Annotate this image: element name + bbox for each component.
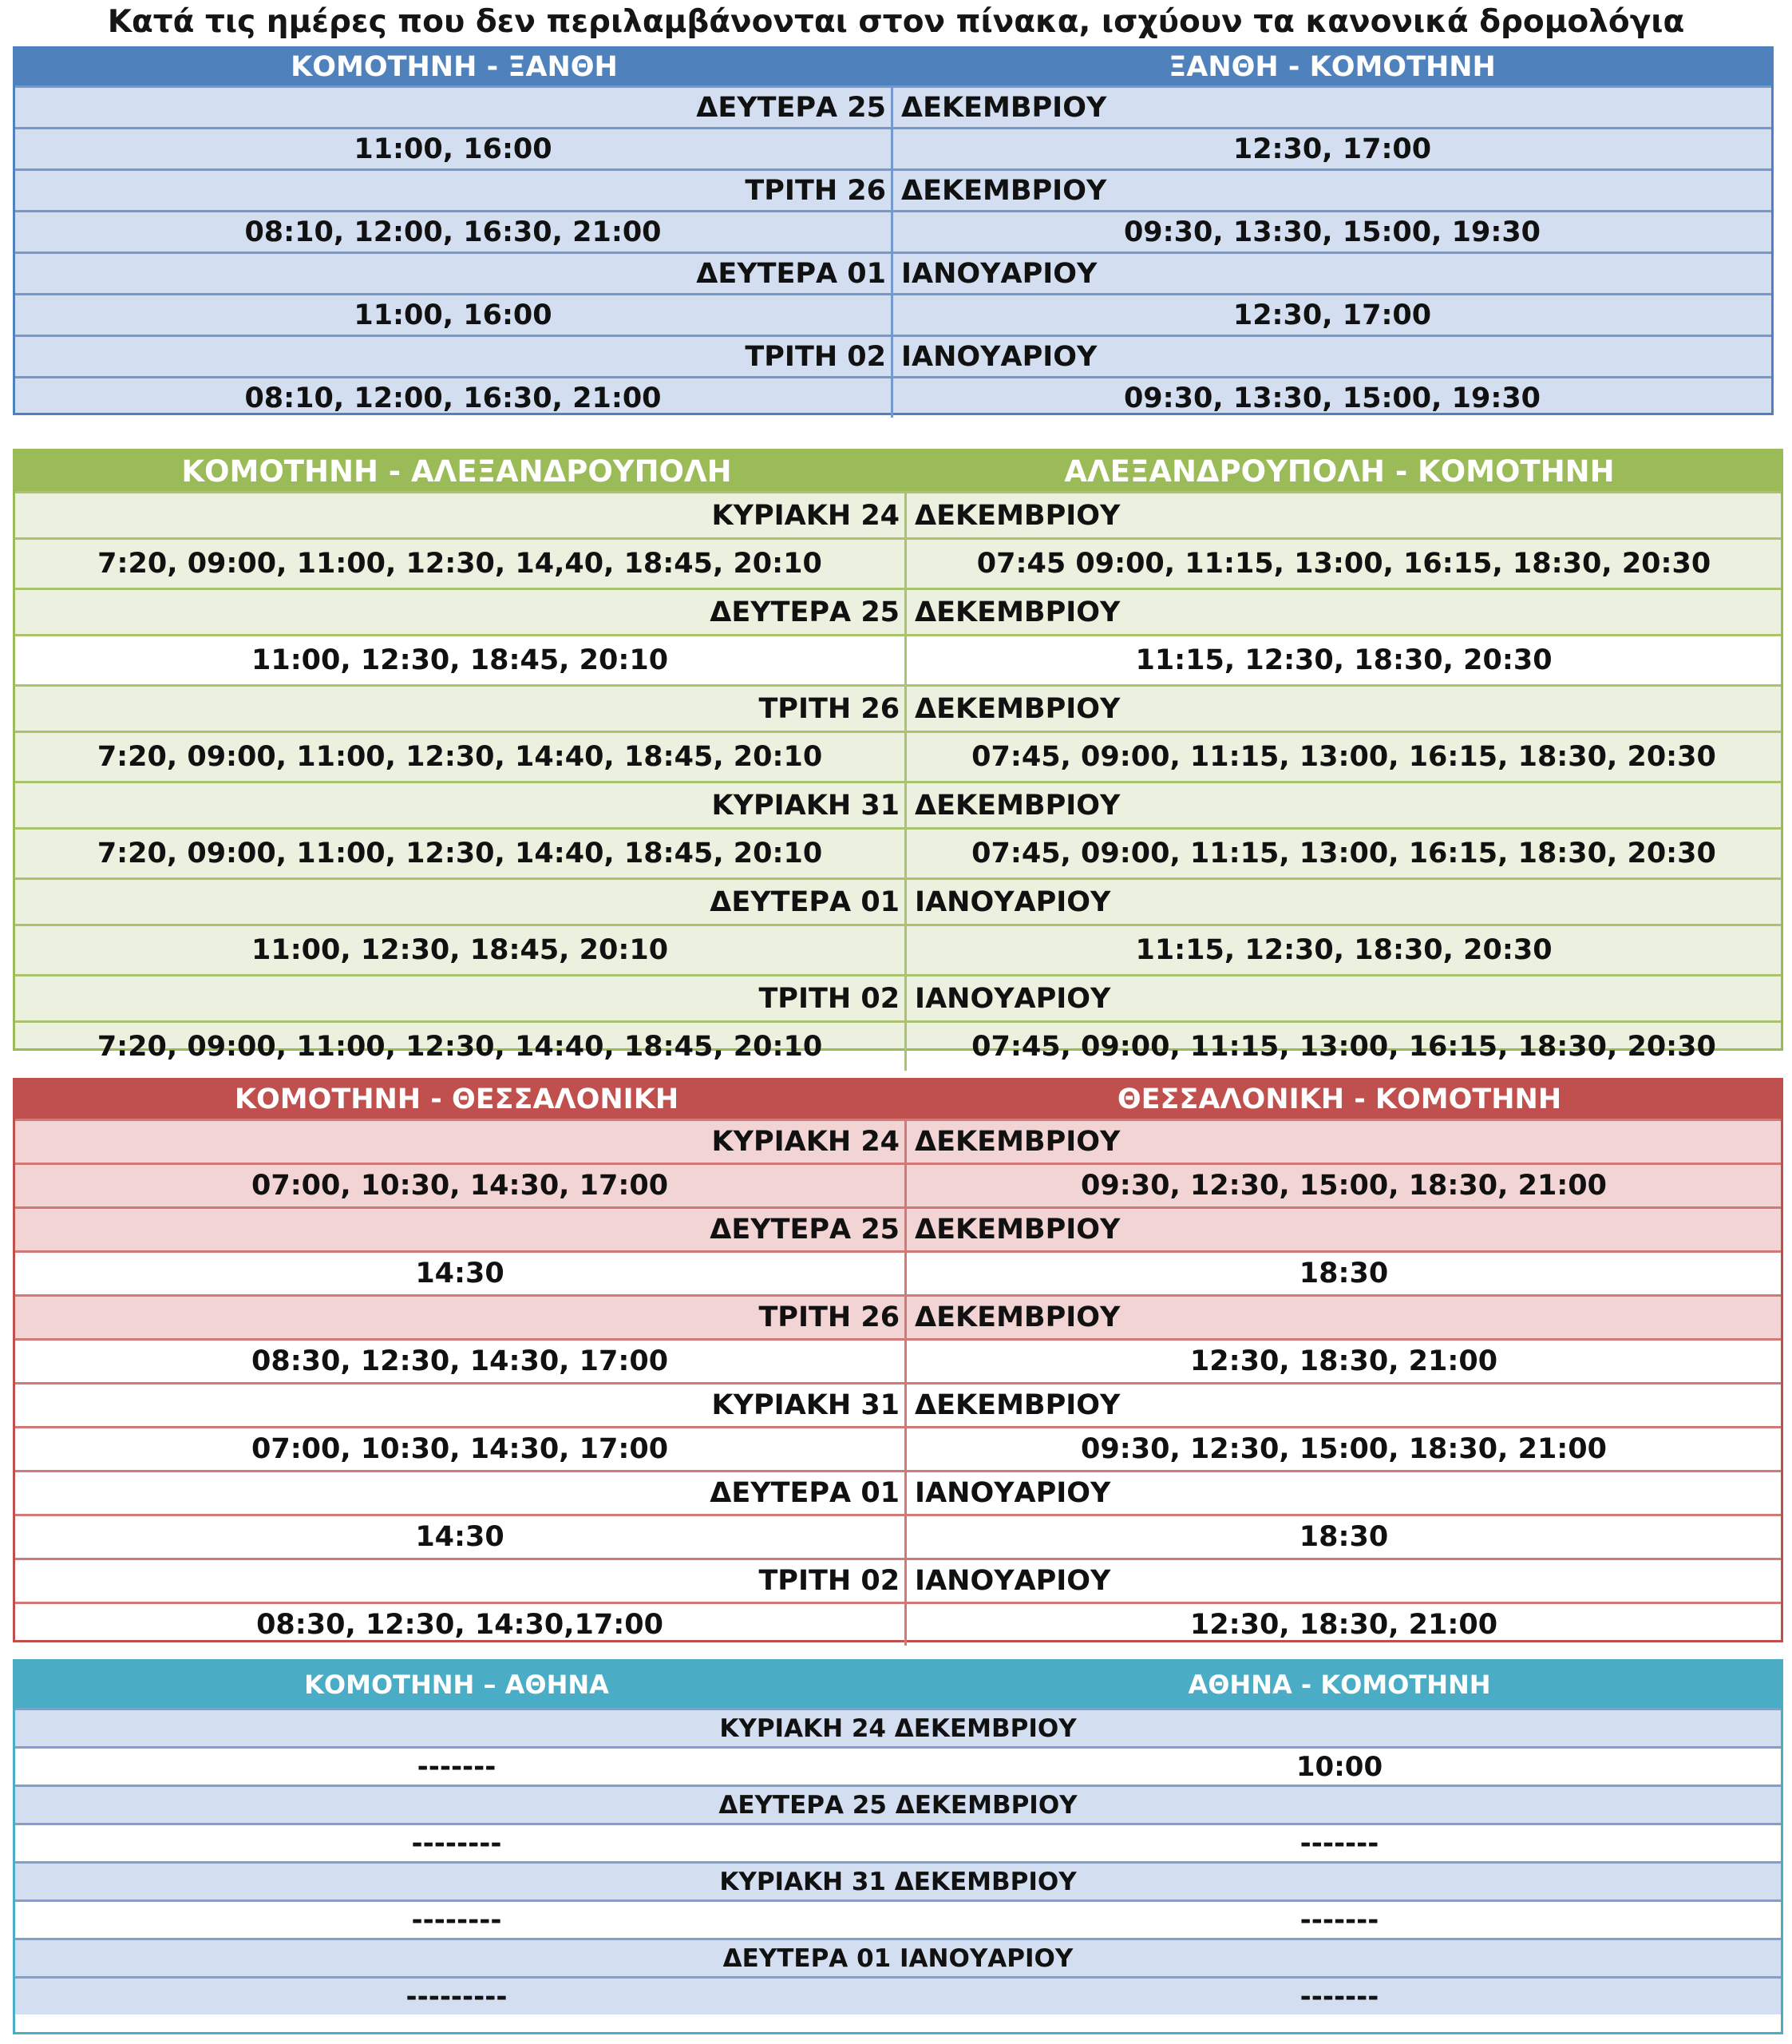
outbound-times: 7:20, 09:00, 11:00, 12:30, 14:40, 18:45, 20:10: [15, 830, 907, 877]
outbound-times: 08:30, 12:30, 14:30,17:00: [15, 1604, 907, 1646]
outbound-times: 08:30, 12:30, 14:30, 17:00: [15, 1341, 907, 1382]
day-label: ΤΡΙΤΗ 26: [15, 171, 893, 210]
inbound-times: 07:45 09:00, 11:15, 13:00, 16:15, 18:30, 20:30: [976, 548, 1711, 580]
outbound-times: 07:00, 10:30, 14:30, 17:00: [15, 1165, 907, 1206]
route-from-label: ΚΟΜΟΤΗΝΗ – ΑΘΗΝΑ: [304, 1670, 609, 1700]
inbound-times: 07:45, 09:00, 11:15, 13:00, 16:15, 18:30, 20:30: [971, 1031, 1716, 1063]
day-row: [15, 1708, 1781, 1746]
times-row: [15, 1976, 1781, 2014]
day-label: ΤΡΙΤΗ 02: [15, 337, 893, 376]
day-row: [15, 1938, 1781, 1976]
month-label: ΔΕΚΕΜΒΡΙΟΥ: [915, 596, 1121, 628]
times-row: [15, 1823, 1781, 1861]
times-row: [15, 376, 1771, 418]
times-row: [15, 827, 1781, 877]
times-row: [15, 1746, 1781, 1785]
times-row: [15, 634, 1781, 684]
day-label: ΚΥΡΙΑΚΗ 31 ΔΕΚΕΜΒΡΙΟΥ: [719, 1867, 1077, 1896]
times-row: [15, 1020, 1781, 1071]
day-row: [15, 85, 1771, 127]
inbound-times: 12:30, 18:30, 21:00: [1189, 1609, 1498, 1641]
day-row: [15, 1119, 1781, 1163]
schedule-table-alexandroupoli: [13, 449, 1783, 1063]
route-to-label: ΘΕΣΣΑΛΟΝΙΚΗ - ΚΟΜΟΤΗΝΗ: [1117, 1083, 1562, 1115]
month-label: ΔΕΚΕΜΒΡΙΟΥ: [915, 1389, 1121, 1421]
route-from-label: ΚΟΜΟΤΗΝΗ - ΞΑΝΘΗ: [291, 51, 618, 83]
month-label: ΙΑΝΟΥΑΡΙΟΥ: [915, 982, 1111, 1015]
inbound-times: 09:30, 13:30, 15:00, 19:30: [1123, 216, 1541, 248]
day-label: ΔΕΥΤΕΡΑ 25 ΔΕΚΕΜΒΡΙΟΥ: [718, 1790, 1078, 1820]
route-to-label: ΞΑΝΘΗ - ΚΟΜΟΤΗΝΗ: [1169, 51, 1496, 83]
day-label: ΔΕΥΤΕΡΑ 25: [15, 590, 907, 634]
times-row: [15, 537, 1781, 588]
day-row: [15, 1785, 1781, 1823]
schedule-table-athens: [13, 1659, 1783, 2034]
day-row: [15, 1294, 1781, 1338]
inbound-times: 12:30, 17:00: [1232, 133, 1432, 165]
month-label: ΔΕΚΕΜΒΡΙΟΥ: [915, 1126, 1121, 1158]
table-header: [15, 1080, 1781, 1119]
outbound-times: 7:20, 09:00, 11:00, 12:30, 14,40, 18:45, 20:10: [15, 540, 907, 588]
table-header: [15, 451, 1781, 491]
day-label: ΔΕΥΤΕΡΑ 01: [15, 254, 893, 293]
day-label: ΔΕΥΤΕΡΑ 25: [15, 88, 893, 127]
times-row: [15, 127, 1771, 168]
inbound-times: 11:15, 12:30, 18:30, 20:30: [1135, 644, 1553, 676]
month-label: ΙΑΝΟΥΑΡΙΟΥ: [915, 885, 1111, 918]
day-row: [15, 684, 1781, 731]
day-row: [15, 335, 1771, 376]
inbound-times: -------: [1299, 1980, 1379, 2013]
times-row: [15, 731, 1781, 781]
day-label: ΔΕΥΤΕΡΑ 25: [15, 1209, 907, 1250]
outbound-times: 11:00, 16:00: [15, 295, 893, 335]
day-row: [15, 1470, 1781, 1514]
inbound-times: 07:45, 09:00, 11:15, 13:00, 16:15, 18:30, 20:30: [971, 838, 1716, 869]
route-from-label: ΚΟΜΟΤΗΝΗ - ΑΛΕΞΑΝΔΡΟΥΠΟΛΗ: [181, 454, 732, 489]
day-row: [15, 252, 1771, 293]
times-row: [15, 1514, 1781, 1558]
route-to-label: ΑΛΕΞΑΝΔΡΟΥΠΟΛΗ - ΚΟΜΟΤΗΝΗ: [1064, 454, 1615, 489]
inbound-times: 11:15, 12:30, 18:30, 20:30: [1135, 934, 1553, 966]
times-row: [15, 1338, 1781, 1382]
day-label: ΔΕΥΤΕΡΑ 01: [15, 880, 907, 924]
month-label: ΔΕΚΕΜΒΡΙΟΥ: [901, 91, 1107, 124]
day-label: ΤΡΙΤΗ 26: [15, 1297, 907, 1338]
times-row: [15, 1250, 1781, 1294]
day-label: ΔΕΥΤΕΡΑ 01 ΙΑΝΟΥΑΡΙΟΥ: [722, 1943, 1074, 1973]
schedule-table-xanthi: [13, 46, 1774, 415]
month-label: ΙΑΝΟΥΑΡΙΟΥ: [901, 340, 1098, 373]
outbound-times: 11:00, 12:30, 18:45, 20:10: [15, 636, 907, 684]
day-label: ΤΡΙΤΗ 26: [15, 687, 907, 731]
times-row: [15, 924, 1781, 974]
inbound-times: 12:30, 17:00: [1232, 299, 1432, 331]
outbound-times: 11:00, 16:00: [15, 129, 893, 168]
table-header: [15, 1662, 1781, 1708]
outbound-times: 14:30: [15, 1516, 907, 1558]
inbound-times: 09:30, 12:30, 15:00, 18:30, 21:00: [1081, 1433, 1607, 1465]
day-row: [15, 1861, 1781, 1899]
day-row: [15, 168, 1771, 210]
outbound-times: ---------: [405, 1980, 508, 2013]
times-row: [15, 1899, 1781, 1938]
day-row: [15, 781, 1781, 827]
month-label: ΔΕΚΕΜΒΡΙΟΥ: [915, 692, 1121, 725]
day-row: [15, 974, 1781, 1020]
day-row: [15, 877, 1781, 924]
inbound-times: 18:30: [1299, 1521, 1389, 1553]
day-label: ΔΕΥΤΕΡΑ 01: [15, 1472, 907, 1514]
month-label: ΙΑΝΟΥΑΡΙΟΥ: [915, 1565, 1111, 1597]
inbound-times: 10:00: [1296, 1750, 1383, 1783]
day-row: [15, 588, 1781, 634]
month-label: ΔΕΚΕΜΒΡΙΟΥ: [901, 174, 1107, 207]
outbound-times: --------: [411, 1903, 502, 1936]
times-row: [15, 1163, 1781, 1206]
day-row: [15, 1382, 1781, 1426]
outbound-times: 08:10, 12:00, 16:30, 21:00: [15, 212, 893, 252]
inbound-times: 12:30, 18:30, 21:00: [1189, 1345, 1498, 1377]
page-title: Κατά τις ημέρες που δεν περιλαμβάνονται στον πίνακα, ισχύουν τα κανονικά δρομολόγια: [107, 4, 1685, 40]
outbound-times: 7:20, 09:00, 11:00, 12:30, 14:40, 18:45, 20:10: [15, 1023, 907, 1071]
table-header: [15, 49, 1771, 85]
day-row: [15, 1558, 1781, 1602]
times-row: [15, 210, 1771, 252]
inbound-times: 18:30: [1299, 1258, 1389, 1289]
outbound-times: 11:00, 12:30, 18:45, 20:10: [15, 926, 907, 974]
route-to-label: ΑΘΗΝΑ - ΚΟΜΟΤΗΝΗ: [1188, 1670, 1491, 1700]
month-label: ΔΕΚΕΜΒΡΙΟΥ: [915, 1301, 1121, 1333]
times-row: [15, 1426, 1781, 1470]
inbound-times: 09:30, 13:30, 15:00, 19:30: [1123, 382, 1541, 414]
day-label: ΚΥΡΙΑΚΗ 31: [15, 783, 907, 827]
day-label: ΚΥΡΙΑΚΗ 24 ΔΕΚΕΜΒΡΙΟΥ: [719, 1713, 1077, 1743]
schedule-table-thessaloniki: [13, 1078, 1783, 1642]
outbound-times: -------: [417, 1750, 496, 1783]
inbound-times: 09:30, 12:30, 15:00, 18:30, 21:00: [1081, 1170, 1607, 1202]
outbound-times: 7:20, 09:00, 11:00, 12:30, 14:40, 18:45, 20:10: [15, 733, 907, 781]
inbound-times: 07:45, 09:00, 11:15, 13:00, 16:15, 18:30, 20:30: [971, 741, 1716, 773]
day-label: ΚΥΡΙΑΚΗ 24: [15, 493, 907, 537]
outbound-times: 07:00, 10:30, 14:30, 17:00: [15, 1428, 907, 1470]
inbound-times: -------: [1299, 1827, 1379, 1860]
times-row: [15, 293, 1771, 335]
month-label: ΔΕΚΕΜΒΡΙΟΥ: [915, 789, 1121, 822]
outbound-times: 08:10, 12:00, 16:30, 21:00: [15, 378, 893, 418]
times-row: [15, 1602, 1781, 1646]
month-label: ΙΑΝΟΥΑΡΙΟΥ: [915, 1477, 1111, 1509]
month-label: ΙΑΝΟΥΑΡΙΟΥ: [901, 257, 1098, 290]
day-label: ΚΥΡΙΑΚΗ 24: [15, 1121, 907, 1163]
day-label: ΤΡΙΤΗ 02: [15, 1560, 907, 1602]
month-label: ΔΕΚΕΜΒΡΙΟΥ: [915, 499, 1121, 532]
day-row: [15, 491, 1781, 537]
outbound-times: 14:30: [15, 1253, 907, 1294]
day-label: ΤΡΙΤΗ 02: [15, 976, 907, 1020]
day-label: ΚΥΡΙΑΚΗ 31: [15, 1384, 907, 1426]
day-row: [15, 1206, 1781, 1250]
month-label: ΔΕΚΕΜΒΡΙΟΥ: [915, 1214, 1121, 1246]
route-from-label: ΚΟΜΟΤΗΝΗ - ΘΕΣΣΑΛΟΝΙΚΗ: [234, 1083, 679, 1115]
inbound-times: -------: [1299, 1903, 1379, 1936]
outbound-times: --------: [411, 1827, 502, 1860]
